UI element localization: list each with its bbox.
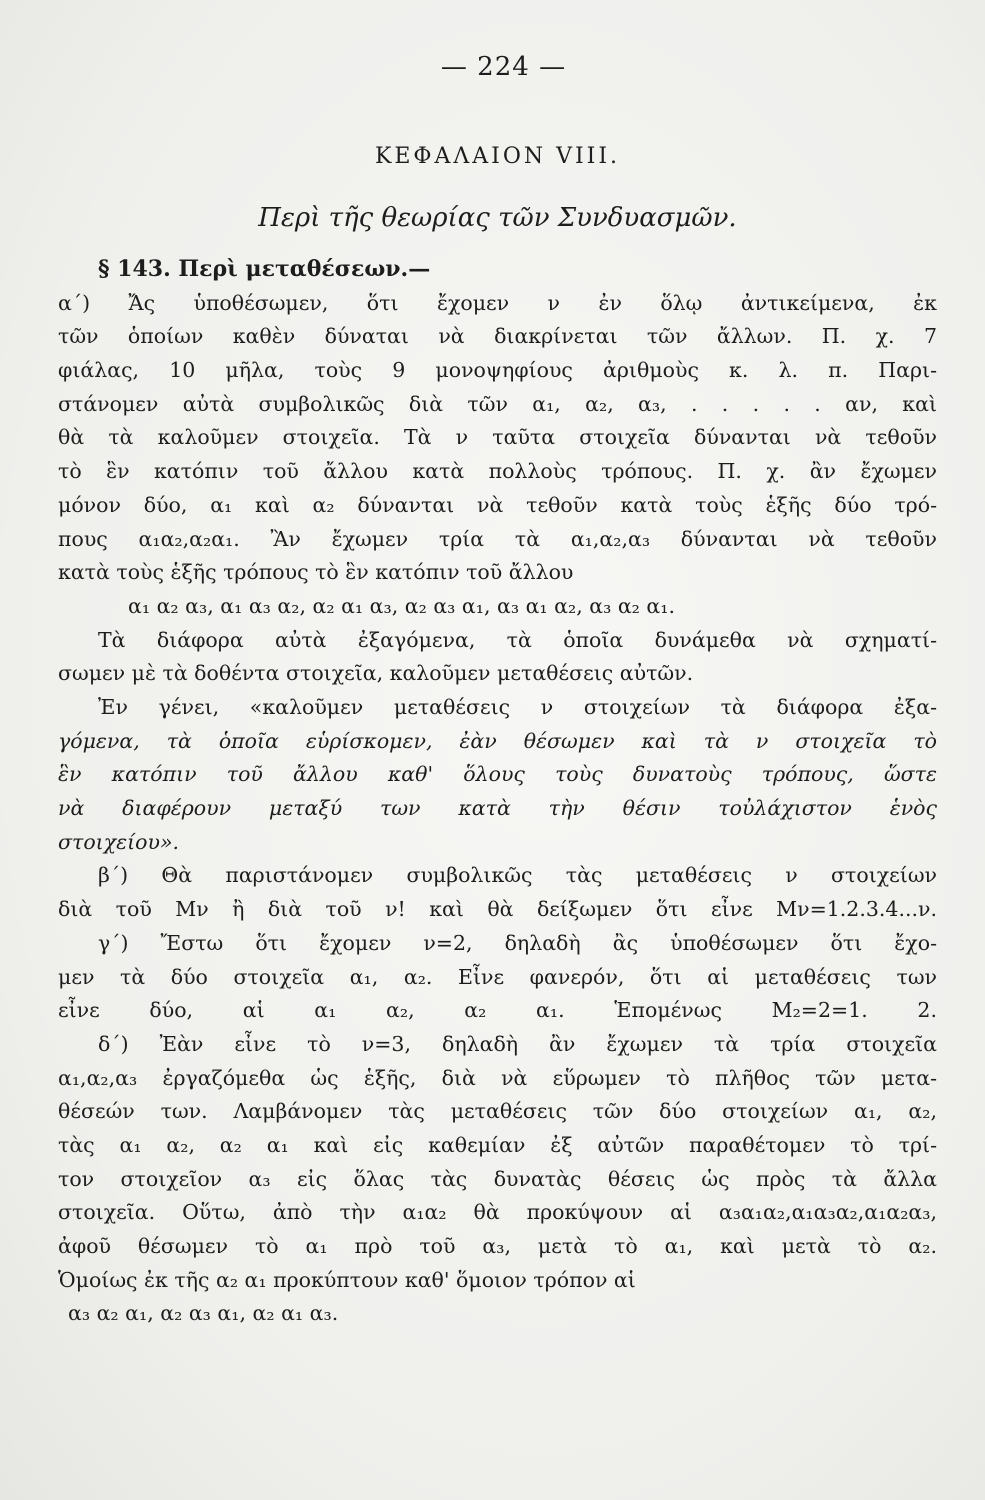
text-line: σωμεν μὲ τὰ δοθέντα στοιχεῖα, καλοῦμεν μεταθέσεις αὐτῶν. (58, 661, 694, 686)
text-line: Ὁμοίως ἐκ τῆς α₂ α₁ προκύπτουν καθ' ὅμοιον τρόπον αἱ (58, 1267, 636, 1292)
definition-line: ἓν κατόπιν τοῦ ἄλλου καθ' ὅλους τοὺς δυνατοὺς τρόπους, ὥστε (58, 762, 937, 787)
text-line: θὰ τὰ καλοῦμεν στοιχεῖα. Τὰ ν ταῦτα στοιχεῖα δύνανται νὰ τεθοῦν (58, 425, 937, 450)
formula-line: α₁ α₂ α₃, α₁ α₃ α₂, α₂ α₁ α₃, α₂ α₃ α₁, α₃ α₁ α₂, α₃ α₂ α₁. (128, 593, 675, 618)
formula-line: α₃ α₂ α₁, α₂ α₃ α₁, α₂ α₁ α₃. (68, 1301, 339, 1326)
text-line: ἀφοῦ θέσωμεν τὸ α₁ πρὸ τοῦ α₃, μετὰ τὸ α₁, καὶ μετὰ τὸ α₂. (58, 1234, 937, 1259)
definition-line: Ἐν γένει, «καλοῦμεν μεταθέσεις ν στοιχείων τὰ διάφορα ἐξα- (98, 695, 937, 719)
text-line: β΄) Θὰ παριστάνομεν συμβολικῶς τὰς μεταθέσεις ν στοιχείων (98, 863, 937, 888)
text-line: φιάλας, 10 μῆλα, τοὺς 9 μονοψηφίους ἀριθμοὺς κ. λ. π. Παρι- (58, 358, 937, 383)
text-line: κατὰ τοὺς ἑξῆς τρόπους τὸ ἓν κατόπιν τοῦ ἄλλου (58, 560, 574, 585)
text-line: μόνον δύο, α₁ καὶ α₂ δύνανται νὰ τεθοῦν κατὰ τοὺς ἑξῆς δύο τρό- (58, 492, 937, 517)
chapter-title: ΚΕΦΑΛΑΙΟΝ VIII. (374, 144, 621, 169)
text-line: τὸ ἓν κατόπιν τοῦ ἄλλου κατὰ πολλοὺς τρόπους. Π. χ. ἂν ἔχωμεν (58, 459, 937, 484)
text-line: γ΄) Ἔστω ὅτι ἔχομεν ν=2, δηλαδὴ ἂς ὑποθέσωμεν ὅτι ἔχο- (98, 930, 937, 955)
definition-line: γόμενα, τὰ ὁποῖα εὑρίσκομεν, ἐὰν θέσωμεν καὶ τὰ ν στοιχεῖα τὸ (58, 728, 937, 753)
text-line: στάνομεν αὐτὰ συμβολικῶς διὰ τῶν α₁, α₂, α₃, . . . . . αν, καὶ (58, 391, 937, 416)
text-line: εἶνε δύο, αἱ α₁ α₂, α₂ α₁. Ἑπομένως M₂=2=1. 2. (58, 998, 937, 1023)
definition-line: νὰ διαφέρουν μεταξύ των κατὰ τὴν θέσιν τοὐλάχιστον ἑνὸς (58, 796, 937, 821)
text-line: πους α₁α₂,α₂α₁. Ἂν ἔχωμεν τρία τὰ α₁,α₂,α₃ δύνανται νὰ τεθοῦν (58, 526, 937, 551)
text-line: τῶν ὁποίων καθὲν δύναται νὰ διακρίνεται τῶν ἄλλων. Π. χ. 7 (58, 324, 937, 349)
section-heading: § 143. Περὶ μεταθέσεων.— (98, 256, 431, 282)
definition-line: στοιχείου». (58, 829, 180, 854)
chapter-subtitle: Περὶ τῆς θεωρίας τῶν Συνδυασμῶν. (258, 203, 737, 233)
text-line: Τὰ διάφορα αὐτὰ ἐξαγόμενα, τὰ ὁποῖα δυνάμεθα νὰ σχηματί- (98, 627, 937, 652)
text-line: α΄) Ἄς ὑποθέσωμεν, ὅτι ἔχομεν ν ἐν ὅλῳ ἀντικείμενα, ἐκ (58, 290, 937, 315)
text-line: τὰς α₁ α₂, α₂ α₁ καὶ εἰς καθεμίαν ἐξ αὐτῶν παραθέτομεν τὸ τρί- (58, 1132, 937, 1157)
text-line: στοιχεῖα. Οὕτω, ἀπὸ τὴν α₁α₂ θὰ προκύψουν αἱ α₃α₁α₂,α₁α₃α₂,α₁α₂α₃, (58, 1200, 937, 1225)
text-line: θέσεών των. Λαμβάνομεν τὰς μεταθέσεις τῶν δύο στοιχείων α₁, α₂, (58, 1099, 937, 1124)
text-line: τον στοιχεῖον α₃ εἰς ὅλας τὰς δυνατὰς θέσεις ὡς πρὸς τὰ ἄλλα (58, 1166, 937, 1191)
text-line: δ΄) Ἐὰν εἶνε τὸ ν=3, δηλαδὴ ἂν ἔχωμεν τὰ τρία στοιχεῖα (98, 1031, 937, 1056)
text-line: α₁,α₂,α₃ ἐργαζόμεθα ὡς ἑξῆς, διὰ νὰ εὕρωμεν τὸ πλῆθος τῶν μετα- (58, 1065, 937, 1090)
text-line: διὰ τοῦ Mν ἢ διὰ τοῦ ν! καὶ θὰ δείξωμεν ὅτι εἶνε Mν=1.2.3.4...ν. (58, 897, 937, 922)
body-text (58, 253, 937, 1331)
text-line: μεν τὰ δύο στοιχεῖα α₁, α₂. Εἶνε φανερόν, ὅτι αἱ μεταθέσεις των (58, 964, 937, 989)
page-number: — 224 — (440, 52, 567, 82)
